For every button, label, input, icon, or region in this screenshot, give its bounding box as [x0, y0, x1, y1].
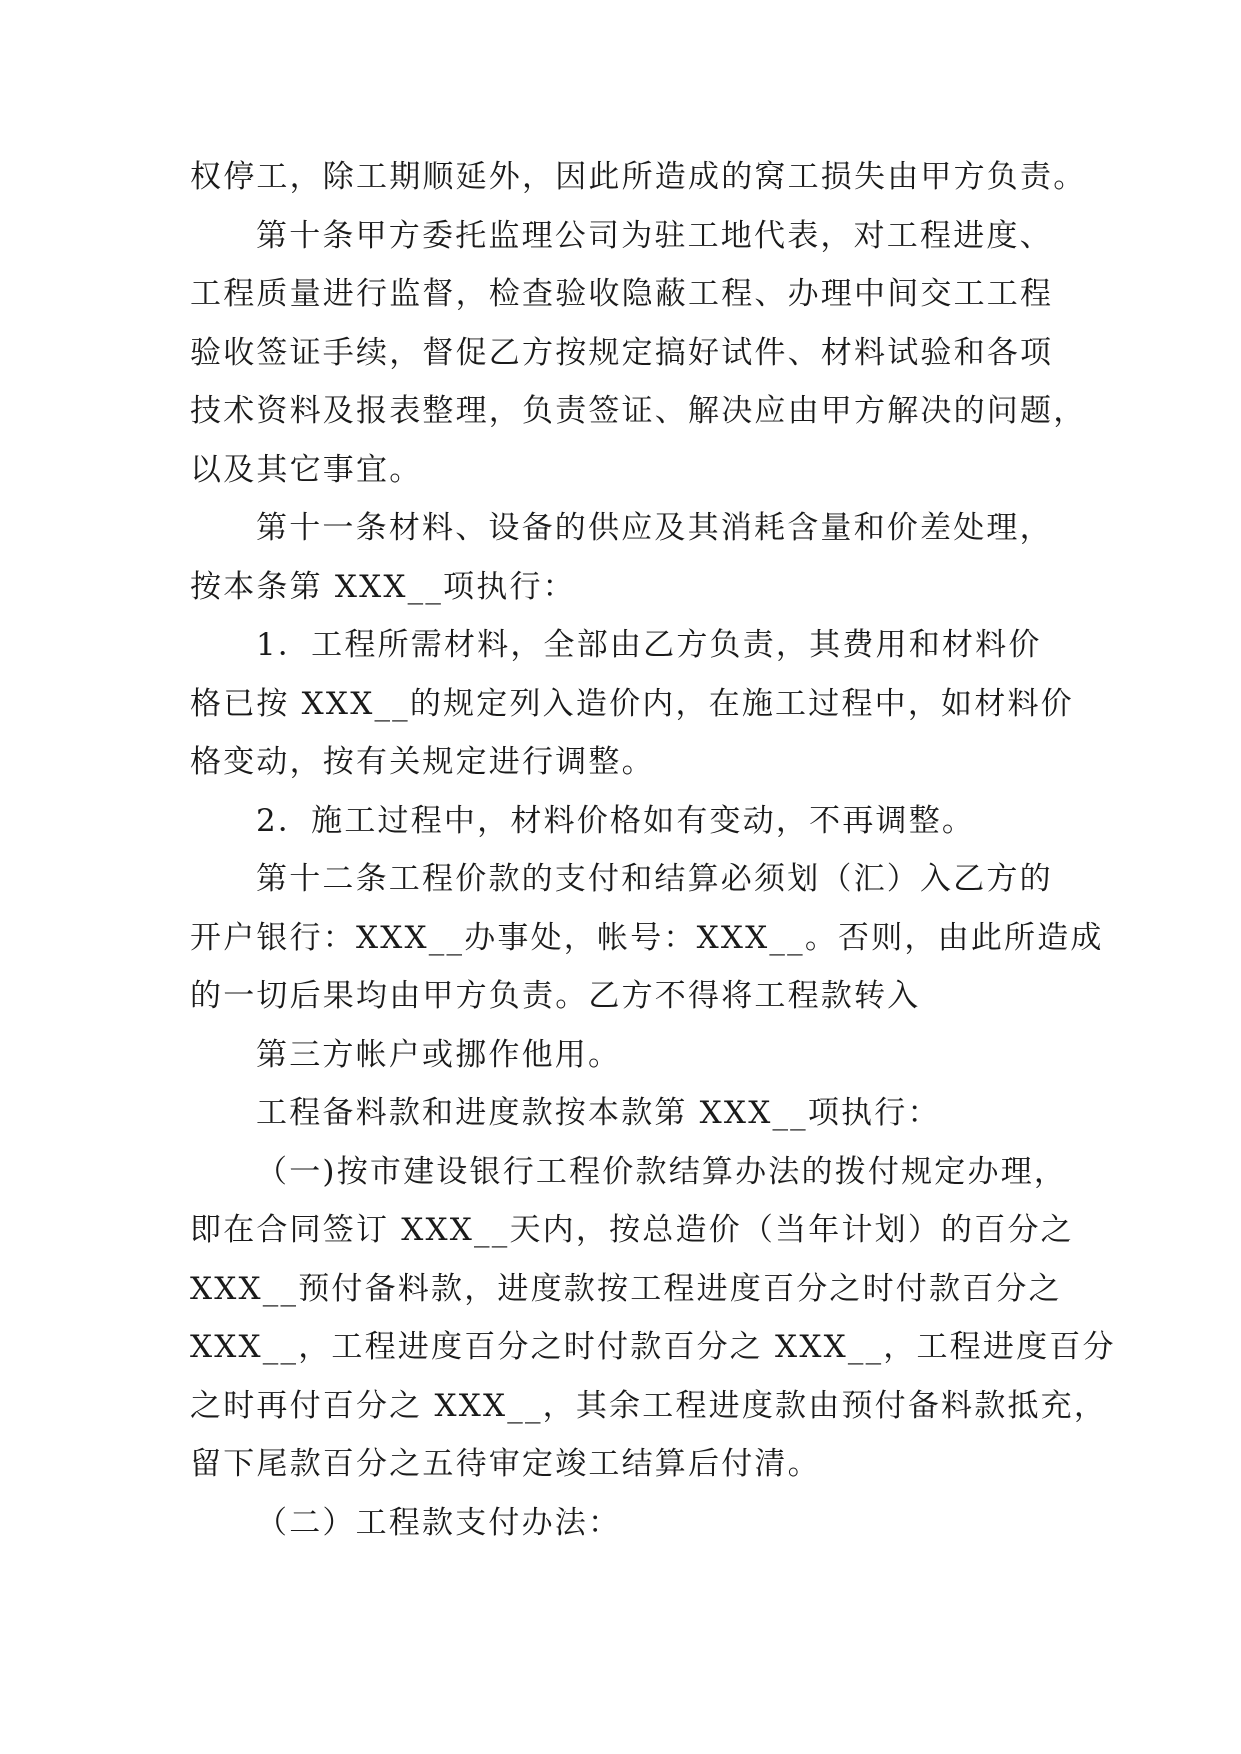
- text-line: 第十条甲方委托监理公司为驻工地代表，对工程进度、: [256, 217, 1053, 254]
- text-line: 工程备料款和进度款按本款第 XXX__项执行：: [256, 1095, 941, 1131]
- text-line: 格已按 XXX__的规定列入造价内，在施工过程中，如材料价: [190, 685, 1074, 722]
- text-line: XXX__预付备料款，进度款按工程进度百分之时付款百分之: [190, 1270, 1062, 1307]
- text-line: 即在合同签订 XXX__天内，按总造价（当年计划）的百分之: [190, 1212, 1074, 1248]
- text-line: 2．施工过程中，材料价格如有变动，不再调整。: [256, 802, 976, 839]
- text-line: XXX__，工程进度百分之时付款百分之 XXX__，工程进度百分: [190, 1329, 1116, 1365]
- text-line: 之时再付百分之 XXX__，其余工程进度款由预付备料款抵充，: [190, 1387, 1108, 1424]
- text-line: 验收签证手续，督促乙方按规定搞好试件、材料试验和各项: [190, 334, 1054, 371]
- text-line: 以及其它事宜。: [190, 451, 423, 488]
- text-line: 的一切后果均由甲方负责。乙方不得将工程款转入: [190, 978, 921, 1014]
- text-line: 留下尾款百分之五待审定竣工结算后付清。: [190, 1446, 821, 1482]
- text-line: 第三方帐户或挪作他用。: [256, 1036, 622, 1073]
- text-line: （一)按市建设银行工程价款结算办法的拨付规定办理，: [256, 1153, 1068, 1190]
- text-line: 权停工，除工期顺延外，因此所造成的窝工损失由甲方负责。: [190, 159, 1087, 195]
- text-line: 第十一条材料、设备的供应及其消耗含量和价差处理，: [256, 510, 1053, 546]
- text-line: 技术资料及报表整理，负责签证、解决应由甲方解决的问题，: [190, 393, 1087, 429]
- text-line: 按本条第 XXX__项执行：: [190, 568, 576, 605]
- text-line: 工程质量进行监督，检查验收隐蔽工程、办理中间交工工程: [190, 276, 1054, 312]
- text-line: 第十二条工程价款的支付和结算必须划（汇）入乙方的: [256, 861, 1053, 897]
- text-line: 格变动，按有关规定进行调整。: [190, 744, 655, 780]
- document-body: [190, 148, 1116, 1552]
- text-line: 1．工程所需材料，全部由乙方负责，其费用和材料价: [256, 627, 1042, 663]
- text-line: （二）工程款支付办法：: [256, 1504, 622, 1541]
- text-line: 开户银行：XXX__办事处，帐号：XXX__。否则，由此所造成: [190, 919, 1104, 956]
